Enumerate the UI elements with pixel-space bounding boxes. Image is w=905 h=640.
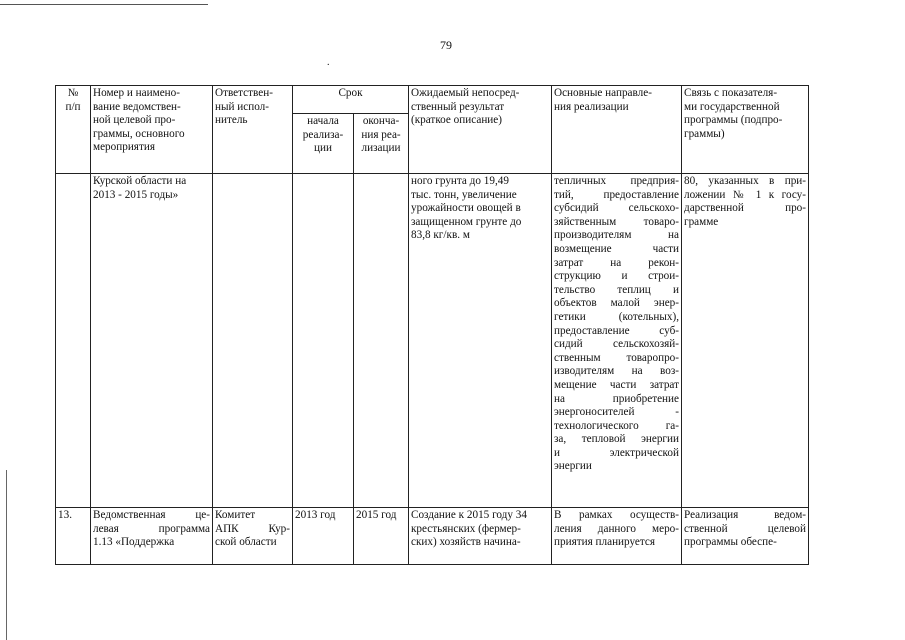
text-line: предоставление суб- [554, 324, 679, 337]
text-line: Ответствен- [215, 87, 273, 99]
text-line: затрат на рекон- [554, 256, 679, 269]
cell-text [215, 87, 290, 128]
header-term-start [293, 114, 354, 174]
header-result [409, 86, 552, 174]
row2-num [56, 508, 91, 565]
text-line: изводителям на воз- [554, 365, 679, 378]
row1-term-start [293, 174, 354, 508]
text-line: сидий сельскохозяй- [554, 338, 679, 351]
row1-name [91, 174, 213, 508]
row1-num [56, 174, 91, 508]
header-row-1 [56, 86, 809, 114]
text-line: ской области [215, 536, 277, 549]
text-line: Комитет [215, 509, 256, 521]
text-line: Связь с показателя- [684, 87, 778, 99]
text-line: приятия планируется [554, 536, 656, 549]
text-line: ного грунта до 19,49 [411, 175, 509, 187]
text-line: гетики (котельных), [554, 310, 679, 323]
table-row [56, 174, 809, 508]
text-line: грамме [684, 215, 719, 228]
text-line: производителям на [554, 229, 679, 242]
row1-executor [213, 174, 293, 508]
text-line: оконча- [362, 115, 400, 127]
cell-text [93, 509, 210, 550]
row2-term-end [354, 508, 409, 565]
cell-text [411, 509, 549, 550]
page-number: 79 [440, 38, 452, 52]
text-line: № [67, 87, 79, 99]
text-line: лизации [361, 142, 401, 155]
text-line: 1.13 «Поддержка [93, 536, 175, 549]
text-line: ный испол- [215, 100, 269, 113]
cell-text [93, 87, 210, 155]
text-line: Ведомственная це- [93, 509, 210, 521]
text-line: ции [314, 142, 332, 155]
text-line: ственный результат [411, 100, 505, 113]
cell-text [93, 175, 210, 202]
program-table [55, 85, 809, 565]
text-line: 2013 год [295, 509, 336, 521]
text-line: Реализация ведом- [684, 509, 806, 521]
text-line: технологического га- [554, 419, 679, 432]
cell-text [411, 87, 549, 128]
row1-directions [552, 174, 682, 508]
text-line: мещение части затрат [554, 378, 679, 391]
cell-text [295, 87, 406, 101]
row1-term-end [354, 174, 409, 508]
cell-text [411, 175, 549, 243]
text-line: программы обеспе- [684, 536, 777, 549]
text-line: ления данного меро- [554, 522, 679, 535]
row2-term-start [293, 508, 354, 565]
text-line: ственной целевой [684, 522, 806, 535]
stray-dot: . [327, 57, 330, 68]
header-term [293, 86, 409, 114]
text-line: программы (подпро- [684, 114, 783, 127]
cell-text [58, 509, 88, 523]
text-line: дарственной про- [684, 202, 806, 215]
text-line: нитель [215, 114, 248, 127]
text-line: 80, указанных в при- [684, 175, 806, 187]
header-name [91, 86, 213, 174]
text-line: тельство теплиц и [554, 283, 679, 296]
text-line: и электрической [554, 446, 679, 459]
text-line: ной целевой про- [93, 114, 176, 127]
cell-text [356, 115, 406, 156]
text-line: левая программа [93, 522, 210, 535]
cell-text [684, 175, 806, 229]
cell-text [295, 509, 351, 523]
cell-text [554, 509, 679, 550]
text-line: Основные направле- [554, 87, 652, 99]
text-line: АПК Кур- [215, 522, 290, 535]
text-line: ния реа- [361, 128, 401, 141]
text-line: ственным товаропро- [554, 351, 679, 364]
header-executor [213, 86, 293, 174]
text-line: Срок [338, 87, 363, 99]
text-line: ния реализации [554, 100, 629, 113]
text-line: защищенном грунте до [411, 215, 522, 228]
text-line: 2013 - 2015 годы» [93, 188, 179, 201]
cell-text [58, 87, 88, 114]
text-line: возмещение части [554, 242, 679, 255]
cell-text [215, 509, 290, 550]
text-line: за, тепловой энергии [554, 433, 679, 446]
row1-link [682, 174, 809, 508]
text-line: 13. [58, 509, 72, 521]
text-line: Ожидаемый непосред- [411, 87, 520, 99]
cell-text [554, 175, 679, 474]
text-line: на приобретение [554, 392, 679, 405]
text-line: субсидий сельскохо- [554, 202, 679, 215]
cell-text [684, 87, 806, 141]
text-line: ми государственной [684, 100, 780, 113]
header-term-end [354, 114, 409, 174]
text-line: Создание к 2015 году 34 [411, 509, 527, 521]
cell-text [295, 115, 351, 156]
text-line: 2015 год [356, 509, 397, 521]
text-line: п/п [65, 100, 81, 113]
text-line: крестьянских (фермер- [411, 522, 521, 535]
text-line: начала [307, 115, 339, 127]
row2-result [409, 508, 552, 565]
row2-directions [552, 508, 682, 565]
text-line: объектов малой энер- [554, 297, 679, 310]
table-row [56, 508, 809, 565]
text-line: ложении № 1 к госу- [684, 188, 806, 201]
text-line: струкцию и строи- [554, 270, 679, 283]
text-line: тепличных предприя- [554, 175, 679, 187]
text-line: В рамках осуществ- [554, 509, 679, 521]
text-line: 83,8 кг/кв. м [411, 229, 470, 242]
top-rule [0, 4, 208, 5]
row1-result [409, 174, 552, 508]
binding-margin-line [6, 470, 7, 640]
text-line: энергии [554, 460, 592, 473]
text-line: Номер и наимено- [93, 87, 180, 99]
cell-text [356, 509, 406, 523]
cell-text [554, 87, 679, 114]
text-line: Курской области на [93, 175, 187, 187]
text-line: зяйственным товаро- [554, 215, 679, 228]
text-line: тий, предоставление [554, 188, 679, 201]
text-line: ских) хозяйств начина- [411, 536, 521, 549]
header-directions [552, 86, 682, 174]
text-line: (краткое описание) [411, 114, 502, 127]
row2-executor [213, 508, 293, 565]
row2-link [682, 508, 809, 565]
header-link [682, 86, 809, 174]
text-line: мероприятия [93, 141, 155, 154]
text-line: тыс. тонн, увеличение [411, 188, 517, 201]
text-line: энергоносителей - [554, 406, 679, 419]
text-line: граммы) [684, 127, 725, 140]
text-line: вание ведомствен- [93, 100, 181, 113]
cell-text [684, 509, 806, 550]
row2-name [91, 508, 213, 565]
text-line: реализа- [302, 128, 344, 141]
text-line: граммы, основного [93, 127, 185, 140]
text-line: урожайности овощей в [411, 202, 521, 215]
header-num [56, 86, 91, 174]
